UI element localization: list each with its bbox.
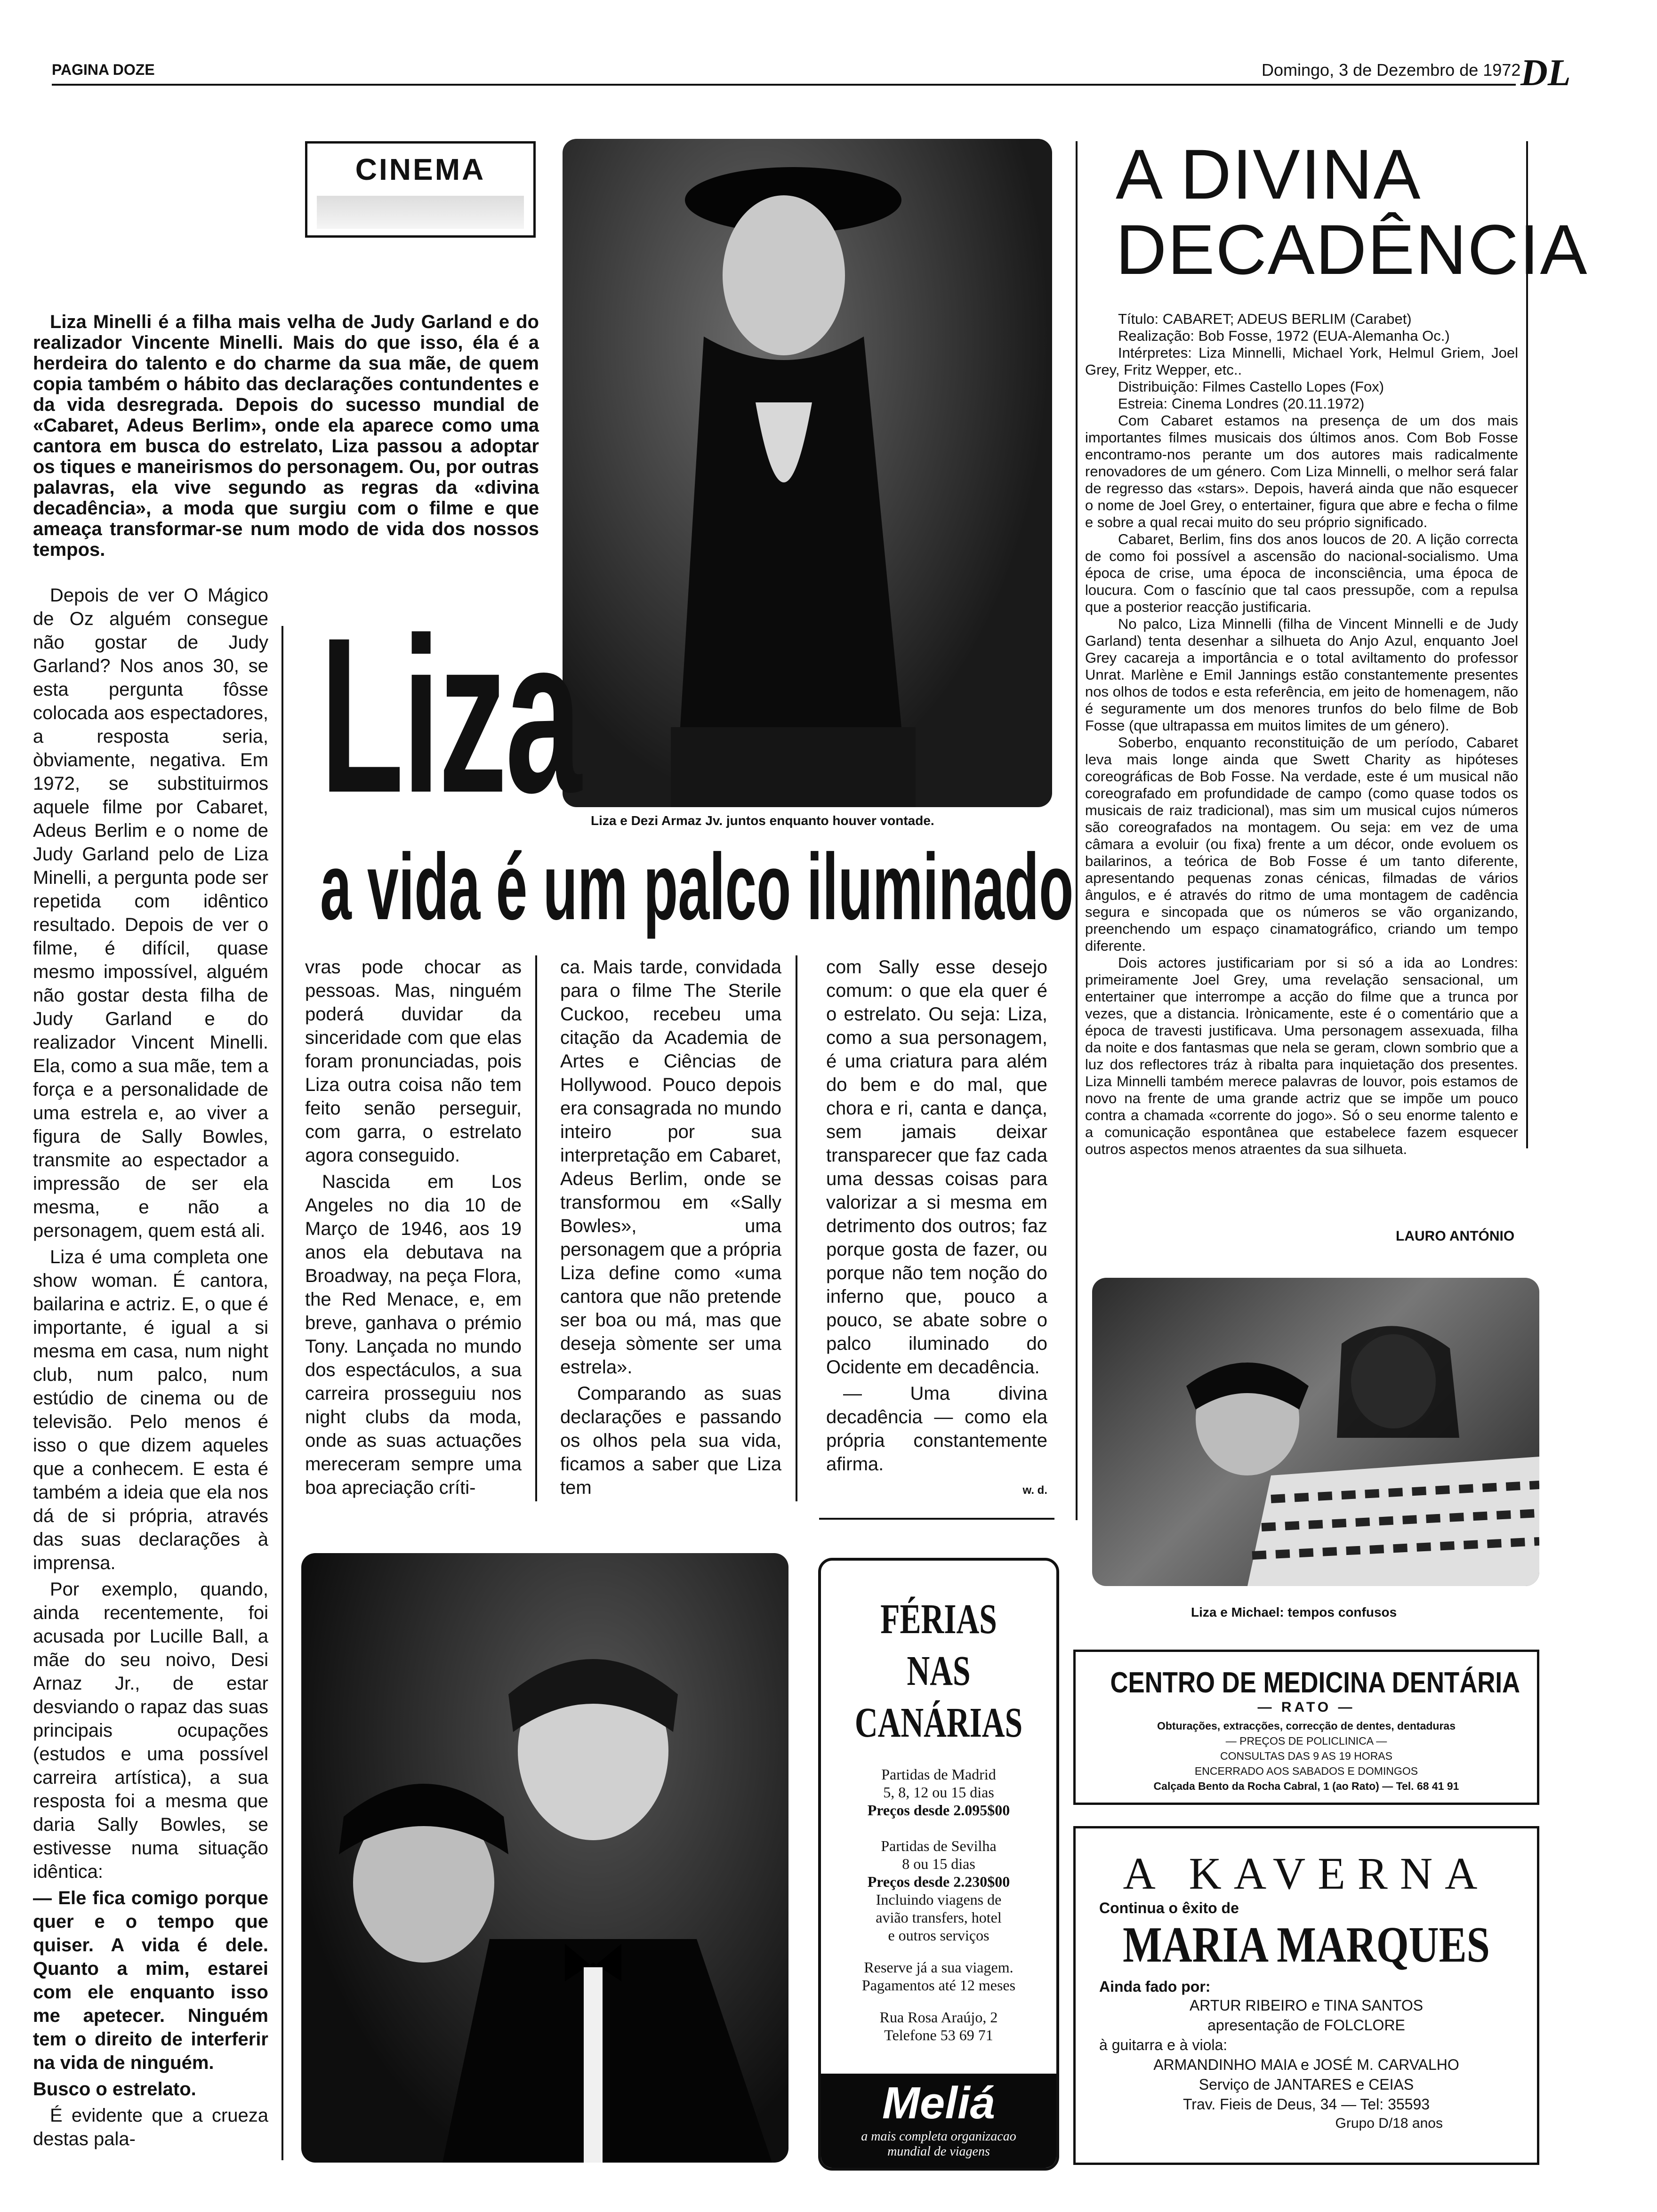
- ad-kaverna-star: MARIA MARQUES: [1123, 1917, 1490, 1973]
- photo-top-caption: Liza e Dezi Armaz Jv. juntos enquanto houver vontade.: [591, 813, 934, 828]
- review-author: LAURO ANTÓNIO: [1396, 1228, 1515, 1244]
- article-col-4: com Sally esse desejo comum: o que ela quer é o estrelato. Ou seja: Liza, como a sua personagem, é uma criatura para além do bem e do mal, que chora e ri, canta e dança, sem jamais deixar transparecer que faz cada uma dessas coisas para valorizar a si mesma em detrimento dos outros; faz porque gosta de fazer, ou porque não tem noção do inferno que, pouco a pouco, se abate sobre o palco iluminado do Ocidente em decadência. — Uma divina decadência — como ela própria constantemente afirma. w. d.: [826, 955, 1047, 1502]
- section-box: [305, 141, 536, 238]
- review-body: Título: CABARET; ADEUS BERLIM (Carabet) Realização: Bob Fosse, 1972 (EUA-Alemanha Oc.) Intérpretes: Liza Minnelli, Michael York, Helmul Griem, Joel Grey, Fritz Wepper, etc.. Distribuição: Filmes Castello Lopes (Fox) Estreia: Cinema Londres (20.11.1972) Com Cabaret estamos na presença de um dos mais importantes filmes musicais dos últimos anos. Com Bob Fosse encontramo-nos perante um dos autores mais radicalmente renovadores de um género. Com Liza Minnelli, o melhor será falar de regresso das «stars». Depois, haverá ainda que não esquecer o nome de Joel Grey, o entertainer, figura que abre e fecha o filme e sobre a qual recai muito do seu próprio significado. Cabaret, Berlim, fins dos anos loucos de 20. A lição correcta de como foi possível a ascensão do nacional-socialismo. Uma época de crise, uma época de inconsciência, uma época de loucura. Com o fascínio que tal caos pressupõe, com a repulsa que a posterior reacção justificaria. No palco, Liza Minnelli (filha de Vincent Minnelli e de Judy Garland) tenta desenhar a silhueta do Anjo Azul, enquanto Joel Grey cacareja a importância e o total aviltamento do professor Unrat. Marlène e Emil Jannings estão constantemente presentes nos olhos de todos e esta referência, em jeito de homenagem, não é seguramente um dos menores trunfos do belo filme de Bob Fosse (que ultrapassa em muitos limites de um género). Soberbo, enquanto reconstituição de um período, Cabaret leva mais longe ainda que Swett Charity as hipóteses coreográficas de Bob Fosse. Na verdade, este é um musical não coreografado em profundidade de campo (como quase todos os musicais de raiz tradicional), mas sim um musical cujos números são coreografados na montagem. Ou seja: em vez de uma câmara a evoluir (ou fixa) frente a um décor, onde evoluem os bailarinos, a teórica de Bob Fosse é um tanto diferente, apresentando pequenas zonas cénicas, filmadas de vários ângulos, e é através do ritmo de uma montagem de cadência segura e sincopada que os números se vão organizando, preenchendo um espaço cinamatográfico, criando um tempo diferente. Dois actores justificariam por si só a ida ao Londres: primeiramente Joel Grey, uma revelação sensacional, um entertainer que interrompe a acção do filme que a trunca por vezes, que a distancia. Irònicamente, este é o comentário que a época de travesti justificava. Uma personagem assexuada, filha da noite e dos fantasmas que nela se geram, clown sombrio que a luz dos reflectores tráz à ribalta para inquietação dos presentes. Liza Minnelli também merece palavras de louvor, pois estamos de novo na frente de uma grande actriz que se impõe um pouco contra a chamada «corrente do jogo». Só o seu enorme talento e a comunicação espontânea que estabelece fazem esquecer outros aspectos menos atraentes da sua silhueta.: [1085, 311, 1518, 1157]
- section-halftone: [317, 196, 524, 229]
- photo-couple-figures: [301, 1553, 788, 2163]
- photo-liza-desi: [301, 1553, 788, 2163]
- article-col-1: Depois de ver O Mágico de Oz alguém consegue não gostar de Judy Garland? Nos anos 30, se esta pergunta fôsse colocada aos espectadores, a resposta seria, òbviamente, negativa. Em 1972, se substituirmos aquele filme por Cabaret, Adeus Berlim e o nome de Judy Garland pelo de Liza Minelli, a pergunta pode ser repetida com idêntico resultado. Depois de ver o filme, é difícil, quase mesmo impossível, alguém não gostar desta filha de Judy Garland e do realizador Vincent Minelli. Ela, como a sua mãe, tem a força e a personalidade de uma estrela e, ao viver a figura de Sally Bowles, transmite ao espectador a impressão de ser ela mesma, e não a personagem, quem está ali. Liza é uma completa one show woman. É cantora, bailarina e actriz. E, o que é importante, é igual a si mesma em casa, num night club, num palco, num estúdio de cinema ou de televisão. Pelo menos é isso o que dizem aqueles que a conhecem. E esta é também a ideia que ela nos dá de si própria, através das suas declarações à imprensa. Por exemplo, quando, ainda recentemente, foi acusada por Lucille Ball, a mãe do seu noivo, Desi Arnaz Jr., de estar desviando o rapaz das suas principais ocupações (estudos e uma possível carreira artística), a sua resposta foi a mesma que daria Sally Bowles, se estivesse numa situação idêntica: — Ele fica comigo porque quer e o tempo que quiser. A vida é dele. Quanto a mim, estarei com ele enquanto isso me apetecer. Ninguém tem o direito de interferir na vida de ninguém. Busco o estrelato. É evidente que a crueza destas pala-: [33, 585, 268, 2149]
- photo-liza-michael: [1092, 1278, 1539, 1586]
- ad-medicina-title: CENTRO DE MEDICINA DENTÁRIA: [1110, 1667, 1520, 1699]
- review-credit-title: Título: CABARET; ADEUS BERLIM (Carabet): [1118, 311, 1412, 327]
- review-credit-cast: Intérpretes: Liza Minnelli, Michael York, Helmul Griem, Joel Grey, Fritz Wepper, etc..: [1085, 345, 1518, 378]
- photo-right-caption: Liza e Michael: tempos confusos: [1191, 1605, 1397, 1619]
- article-signature: w. d.: [1022, 1484, 1047, 1497]
- headline-main: Liza: [320, 592, 580, 839]
- header-rule: [52, 84, 1516, 86]
- ad-kaverna-title: A KAVERNA: [1123, 1848, 1490, 1899]
- col-rule-3: [796, 955, 797, 1501]
- lead-paragraph: Liza Minelli é a filha mais velha de Judy Garland e do realizador Vincente Minelli. Mais do que isso, éla é a herdeira do talento e do charme da sua mãe, de quem copia também o hábito das declarações contundentes e da vida desregrada. Depois do sucesso mundial de «Cabaret, Adeus Berlim», onde ela aparece como uma cantora em busca do estrelato, Liza passou a adoptar os tiques e maneirismos do personagem. Ou, por outras palavras, ela vive segundo as regras da «divina decadência», a moda que surgiu com o filme e que ameaça transformar-se num modo de vida dos nossos tempos.: [33, 312, 539, 560]
- header-date: Domingo, 3 de Dezembro de 1972: [1262, 60, 1521, 80]
- col-rule-2: [535, 955, 537, 1501]
- article-quote: — Ele fica comigo porque quer e o tempo que quiser. A vida é dele. Quanto a mim, estarei com ele enquanto isso me apetecer. Ninguém tem o direito de interferir na vida de ninguém.: [33, 1888, 268, 2073]
- ad-ferias-brand-band: Meliá a mais completa organizacao mundial de viagens: [821, 2074, 1056, 2168]
- review-credit-director: Realização: Bob Fosse, 1972 (EUA-Alemanha Oc.): [1118, 328, 1450, 344]
- ad-ferias-canarias: [818, 1558, 1059, 2171]
- article-col-3: ca. Mais tarde, convidada para o filme The Sterile Cuckoo, recebeu uma citação da Academia de Artes e Ciências de Hollywood. Pouco depois era consagrada no mundo inteiro por sua interpretação em Cabaret, Adeus Berlim, onde se transformou em «Sally Bowles», uma personagem que a própria Liza define como «uma cantora que não pretende ser boa ou má, mas que deseja sòmente ser uma estrela». Comparando as suas declarações e passando os olhos pela sua vida, ficamos a saber que Liza tem: [560, 957, 781, 1498]
- ad-a-kaverna: A KAVERNA Continua o êxito de MARIA MARQUES Ainda fado por: ARTUR RIBEIRO e TINA SANTOS apresentação de FOLCLORE à guitarra e à viola: ARMANDINHO MAIA e JOSÉ M. CARVALHO Serviço de JANTARES e CEIAS Trav. Fieis de Deus, 34 — Tel: 35593 Grupo D/18 anos: [1073, 1826, 1539, 2165]
- ad-ferias-brand: Meliá: [882, 2078, 996, 2128]
- headline-sub: a vida é um palco iluminado: [320, 834, 1074, 939]
- ad-ferias-title: FÉRIAS NAS CANÁRIAS: [854, 1596, 1023, 1746]
- section-label: CINEMA: [355, 152, 486, 186]
- review-left-rule: [1076, 141, 1078, 1520]
- ad-ferias-body: Partidas de Madrid 5, 8, 12 ou 15 dias Preços desde 2.095$00 Partidas de Sevilha 8 ou 15 dias Preços desde 2.230$00 Incluindo viagens de avião transfers, hotel e outros serviços Reserve já a sua viagem. Pagamentos até 12 meses Rua Rosa Araújo, 2 Telefone 53 69 71: [861, 1766, 1016, 2044]
- col-rule-1: [282, 626, 283, 2160]
- review-title: A DIVINA DECADÊNCIA: [1116, 135, 1588, 289]
- col4-bottom-rule: [819, 1518, 1054, 1520]
- photo-liza-figure: [563, 139, 1052, 807]
- article-col-2: vras pode chocar as pessoas. Mas, ninguém poderá duvidar da sinceridade com que elas foram pronunciadas, pois Liza outra coisa não tem feito senão perseguir, com garra, o estrelato agora conseguido. Nascida em Los Angeles no dia 10 de Março de 1946, aos 19 anos ela debutava na Broadway, na peça Flora, the Red Menace, e, em breve, ganhava o prémio Tony. Lançada no mundo dos espectáculos, a sua carreira prosseguiu nos night clubs da moda, onde as suas actuações mereceram sempre uma boa apreciação críti-: [305, 957, 522, 1498]
- review-credit-premiere: Estreia: Cinema Londres (20.11.1972): [1118, 395, 1365, 412]
- review-credit-distribution: Distribuição: Filmes Castello Lopes (Fox): [1118, 378, 1384, 395]
- page-label: PAGINA DOZE: [52, 61, 155, 78]
- photo-liza-michael-figures: [1092, 1278, 1539, 1586]
- review-right-rule: [1526, 141, 1528, 1148]
- photo-liza-top: [563, 139, 1052, 807]
- masthead-logo: DL: [1520, 52, 1571, 94]
- ad-medicina-dentaria: CENTRO DE MEDICINA DENTÁRIA — RATO — Obturações, extracções, correcção de dentes, dentaduras — PREÇOS DE POLICLINICA — CONSULTAS DAS 9 AS 19 HORAS ENCERRADO AOS SABADOS E DOMINGOS Calçada Bento da Rocha Cabral, 1 (ao Rato) — Tel. 68 41 91: [1073, 1650, 1539, 1805]
